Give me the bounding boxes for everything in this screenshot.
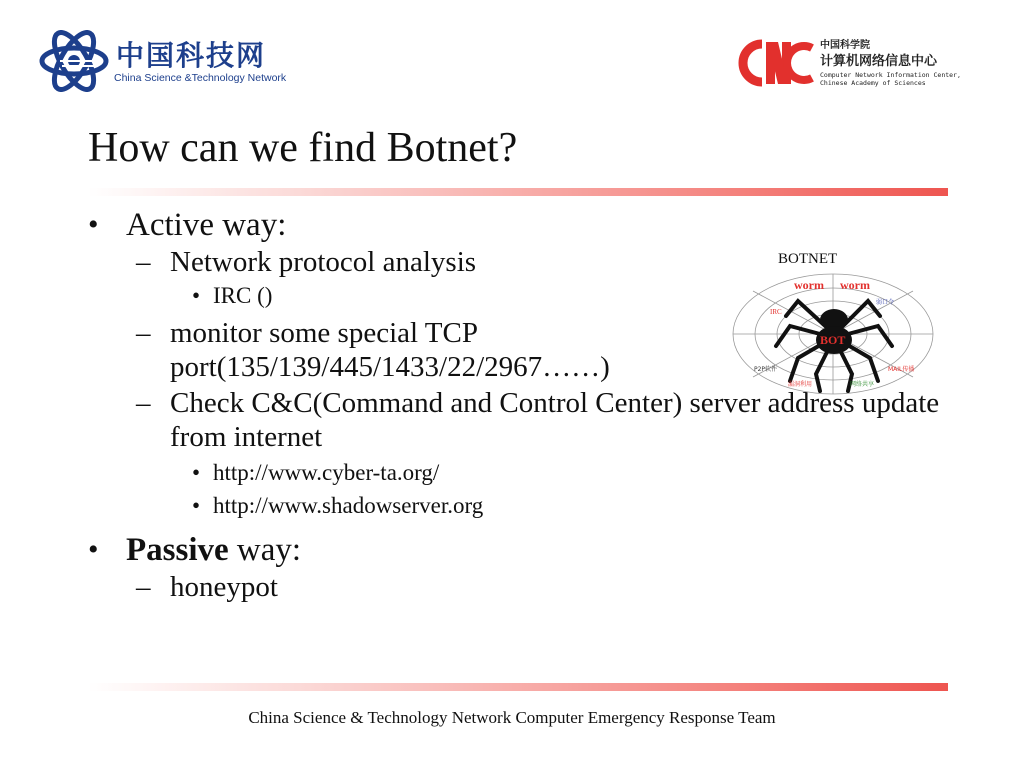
cnic-name-line2: 计算机网络信息中心 (820, 54, 938, 69)
bullet-url-cyberta (88, 456, 948, 489)
tag-exploit: 漏洞利用 (788, 381, 813, 388)
cnc-logo-icon (738, 36, 814, 90)
bullet-link-text: http://www.cyber-ta.org/ (213, 460, 440, 485)
atom-logo-icon (38, 30, 110, 92)
botnet-spider-illustration (728, 246, 946, 396)
bullet-honeypot (88, 570, 948, 604)
bullet-passive-way (88, 530, 948, 570)
bullet-url-shadowserver (88, 489, 948, 522)
bullet-dot-icon: • (192, 493, 201, 518)
bot-label: BOT (820, 333, 846, 347)
bullet-text: Check C&C(Command and Control Center) server address update from internet (170, 387, 940, 453)
cnic-english-line2: Chinese Academy of Sciences (820, 79, 926, 87)
tag-share: 网络共享 (850, 381, 875, 388)
bullet-text: IRC () (213, 283, 273, 308)
bullet-dash-icon: – (136, 317, 151, 349)
cstnet-logo (38, 30, 288, 94)
bullet-dot-icon: • (88, 208, 99, 241)
bullet-text: Network protocol analysis (170, 246, 477, 278)
worm-label-2: worm (840, 278, 870, 292)
bullet-text: way: (228, 532, 302, 568)
bullet-text: honeypot (170, 571, 278, 603)
bullet-dash-icon: – (136, 246, 151, 278)
title-divider (88, 188, 948, 196)
bullet-check-cc (88, 386, 948, 454)
cnic-name-line1: 中国科学院 (820, 40, 870, 51)
bullet-dash-icon: – (136, 387, 151, 419)
irc-label: IRC (770, 308, 782, 316)
tag-weak-password: 弱口令 (876, 299, 895, 306)
figure-title: BOTNET (778, 251, 838, 267)
bullet-dot-icon: • (88, 533, 99, 566)
bullet-text: monitor some special TCP port(135/139/445/1433/22/2967……) (170, 317, 610, 383)
bullet-text: Active way: (126, 207, 287, 243)
bullet-active-way (88, 205, 948, 245)
cnic-english-line1: Computer Network Information Center, (820, 71, 961, 79)
slide-title: How can we find Botnet? (88, 125, 518, 171)
cnic-logo (738, 36, 978, 92)
tag-mail: MAIL传播 (888, 366, 915, 373)
bullet-dash-icon: – (136, 571, 151, 603)
footer-text: China Science & Technology Network Computer Emergency Response Team (248, 708, 776, 727)
footer-divider (88, 683, 948, 691)
bullet-bold-text: Passive (126, 532, 229, 568)
bullet-dot-icon: • (192, 460, 201, 485)
logo-english-name: China Science &Technology Network (114, 72, 287, 84)
logo-chinese-name: 中国科技网 (116, 39, 267, 72)
worm-label-1: worm (794, 278, 824, 292)
tag-p2p: P2P软件 (754, 366, 778, 373)
bullet-dot-icon: • (192, 283, 201, 308)
bullet-link-text: http://www.shadowserver.org (213, 493, 484, 518)
